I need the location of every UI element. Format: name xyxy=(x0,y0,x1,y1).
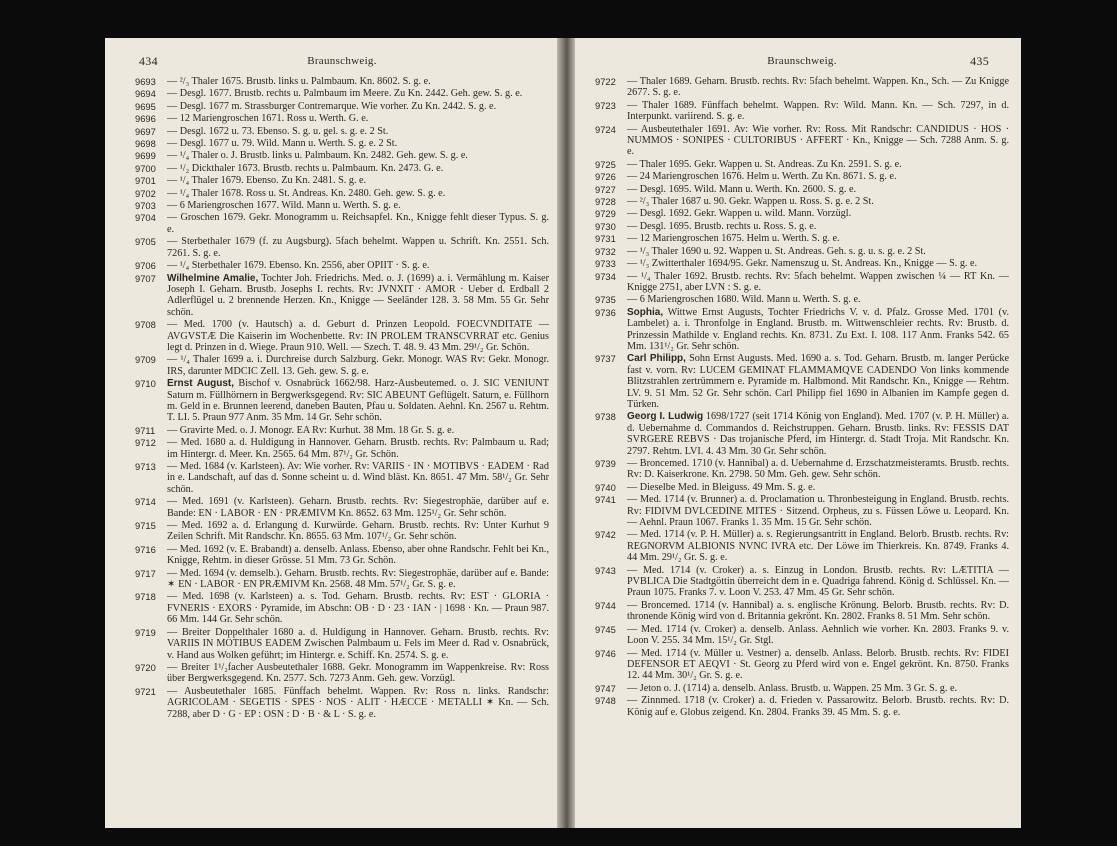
catalog-entry xyxy=(595,221,1009,232)
entry-description: — Groschen 1679. Gekr. Monogramm u. Reichsapfel. Kn., Knigge fehlt dieser Typus. S. g. e. xyxy=(167,212,549,235)
entry-person-name: Georg I. Ludwig xyxy=(627,411,704,423)
entry-number: 9734 xyxy=(595,270,616,282)
entry-description: — 6 Mariengroschen 1677. Wild. Mann u. Werth. S. g. e. xyxy=(167,200,401,212)
entry-description: — Jeton o. J. (1714) a. denselb. Anlass. Brustb. u. Wappen. 25 Mm. 3 Gr. S. g. e. xyxy=(627,682,958,694)
entry-number: 9747 xyxy=(595,682,616,694)
entry-number: 9721 xyxy=(135,685,156,697)
entry-description: — Med. 1684 (v. Karlsteen). Av: Wie vorher. Rv: VARIIS · IN · MOTIBVS · EADEM · Rad in e. Landschaft, auf das d. Sonne scheint u. d. Wind bläst. Kn. 8651. 47 Mm. 58¹/₂ Gr. Sehr schön. xyxy=(167,461,549,495)
entry-number: 9722 xyxy=(595,76,616,87)
entry-number: 9738 xyxy=(595,411,616,423)
catalog-entry xyxy=(595,624,1009,647)
entry-text xyxy=(167,568,549,591)
catalog-entry xyxy=(135,378,549,424)
entry-text xyxy=(167,175,549,186)
entry-description: — ¹/₂ Dickthaler 1673. Brustb. rechts u. Palmbaum. Kn. 2473. G. e. xyxy=(167,162,444,174)
catalog-entry xyxy=(135,425,549,436)
catalog-entry xyxy=(135,126,549,137)
entry-number: 9712 xyxy=(135,437,156,449)
entry-description: — 12 Mariengroschen 1671. Ross u. Werth. G. e. xyxy=(167,113,369,125)
entry-number: 9693 xyxy=(135,76,156,87)
catalog-entry xyxy=(595,100,1009,123)
entry-number: 9705 xyxy=(135,236,156,248)
entry-text xyxy=(167,88,549,99)
entry-text xyxy=(627,482,1009,493)
entry-number: 9708 xyxy=(135,319,156,331)
entry-description: — ²/₃ Thaler 1675. Brustb. links u. Palmbaum. Kn. 8602. S. g. e. xyxy=(167,76,431,87)
entry-text xyxy=(627,100,1009,123)
entry-number: 9713 xyxy=(135,461,156,472)
entry-number: 9744 xyxy=(595,599,616,611)
entry-number: 9727 xyxy=(595,183,616,195)
catalog-entry xyxy=(135,236,549,259)
entry-text xyxy=(167,273,549,319)
entry-number: 9723 xyxy=(595,99,616,111)
entry-description: — ²/₃ Thaler 1687 u. 90. Gekr. Wappen u. Ross. S. g. e. 2 St. xyxy=(627,196,874,208)
entry-description: — Thaler 1695. Gekr. Wappen u. St. Andreas. Zu Kn. 2591. S. g. e. xyxy=(627,158,902,170)
catalog-entry xyxy=(595,683,1009,694)
catalog-entry xyxy=(135,437,549,460)
entry-text xyxy=(167,163,549,174)
entry-number: 9695 xyxy=(135,100,156,112)
entry-text xyxy=(167,627,549,661)
catalog-entry xyxy=(135,627,549,661)
entry-text xyxy=(627,529,1009,563)
entry-number: 9707 xyxy=(135,272,156,284)
entry-text xyxy=(167,188,549,199)
entry-text xyxy=(167,113,549,124)
entry-description: — Desgl. 1677. Brustb. rechts u. Palmbaum im Meere. Zu Kn. 2442. Geh. gew. S. g. e. xyxy=(167,88,523,100)
entry-description: — Desgl. 1677 m. Strassburger Contremarque. Wie vorher. Zu Kn. 2442. S. g. e. xyxy=(167,100,497,112)
entry-description: — 24 Mariengroschen 1676. Helm u. Werth. Zu Kn. 8671. S. g. e. xyxy=(627,171,897,183)
entry-number: 9720 xyxy=(135,661,156,673)
catalog-entry xyxy=(135,260,549,271)
entry-number: 9730 xyxy=(595,220,616,232)
entry-description: — Broncemed. 1714 (v. Hannibal) a. s. englische Krönung. Belorb. Brustb. rechts. Rv: D. thronende König wird von d. Britannia gekrönt. Kn. 2802. Franks 8. 51 Mm. Sehr schön. xyxy=(627,599,1009,623)
entry-text xyxy=(167,544,549,567)
entry-text xyxy=(167,461,549,495)
entry-description: — Desgl. 1692. Gekr. Wappen u. wild. Mann. Vorzügl. xyxy=(627,208,852,220)
entry-text xyxy=(167,76,549,87)
catalog-entry xyxy=(595,482,1009,493)
book-gutter xyxy=(557,38,575,828)
entry-text xyxy=(167,425,549,436)
entry-description: — 12 Mariengroschen 1675. Helm u. Werth. S. g. e. xyxy=(627,233,840,245)
entry-text xyxy=(167,354,549,377)
entry-number: 9715 xyxy=(135,520,156,532)
entry-number: 9731 xyxy=(595,233,616,245)
entry-number: 9711 xyxy=(135,424,156,436)
running-title: Braunschweig. xyxy=(307,55,377,67)
catalog-entry xyxy=(595,695,1009,718)
entry-number: 9735 xyxy=(595,294,616,306)
catalog-entry xyxy=(135,354,549,377)
entry-description: Bischof v. Osnabrück 1662/98. Harz-Ausbeutemed. o. J. SIC VENIUNT Saturn m. Füllhörnern in Bergwerksgegend. Rv: SIC ABEUNT Geflügelt. Saturn, e. Füllhorn m. Geld in e. Brunnen leerend, daneben Bauten, Pfau u. Soldaten. Aehnl. Kn. 2567 u. Rehtm. T. LI. 5. Praun 977 Anm. 35 Mm. 14 Gr. Sehr schön. xyxy=(167,378,549,424)
catalog-entry xyxy=(595,159,1009,170)
entry-description: 1698/1727 (seit 1714 König von England). Med. 1707 (v. P. H. Müller) a. d. Uebernahme d. Commandos d. Reichstruppen. Geharn. Brustb. links. Rv: FESSIS DAT SVRGERE REBVS · Das trojanische Pferd, im Hintergr. d. Stadt Troja. Mit Randschr. Kn. 2797. Rehtm. LVI. 4. 43 Mm. 30 Gr. Sehr schön. xyxy=(627,411,1009,457)
catalog-entry xyxy=(135,520,549,543)
entry-number: 9741 xyxy=(595,494,616,506)
catalog-entry xyxy=(135,175,549,186)
entry-description: — Thaler 1689. Geharn. Brustb. rechts. Rv: 5fach behelmt. Wappen. Kn., Sch. — Zu Knigge 2677. S. g. e. xyxy=(627,76,1009,99)
entry-description: — Med. 1714 (v. Müller u. Vestner) a. denselb. Anlass. Belorb. Brustb. rechts. Rv: FIDEI DEFENSOR ET AEQVI · St. Georg zu Pferd wird von e. Engel gekrönt. Kn. 8750. Franks 12. 44 Mm. 30¹/₂ Gr. S. g. e. xyxy=(627,647,1009,682)
entry-description: — Gravirte Med. o. J. Monogr. EA Rv: Kurhut. 38 Mm. 18 Gr. S. g. e. xyxy=(167,424,455,436)
catalog-entry xyxy=(595,529,1009,563)
entry-description: — ¹/₄ Thaler 1692. Brustb. rechts. Rv: 5fach behelmt. Wappen zwischen ¼ — RT Kn. — Knigge 2751, aber LVN : S. g. e. xyxy=(627,270,1009,293)
catalog-entry xyxy=(135,88,549,99)
entry-description: — Desgl. 1695. Wild. Mann u. Werth. Kn. 2600. S. g. e. xyxy=(627,183,857,195)
entry-text xyxy=(627,695,1009,718)
entry-number: 9733 xyxy=(595,258,616,270)
catalog-entry xyxy=(595,171,1009,182)
catalog-entry xyxy=(135,461,549,495)
catalog-entry xyxy=(595,600,1009,623)
entry-text xyxy=(627,307,1009,353)
entry-number: 9739 xyxy=(595,458,616,469)
entry-text xyxy=(167,496,549,519)
entry-text xyxy=(627,494,1009,528)
entry-number: 9729 xyxy=(595,208,616,220)
entry-number: 9716 xyxy=(135,543,156,555)
entry-description: — Broncemed. 1710 (v. Hannibal) a. d. Uebernahme d. Erzschatzmeisteramts. Brustb. rechts. Rv: D. Kaiserkrone. Kn. 2798. 50 Mm. Geh. gew. Sehr schön. xyxy=(627,458,1009,481)
entry-description: Tochter Joh. Friedrichs. Med. o. J. (1699) a. i. Vermählung m. Kaiser Joseph I. Geharn. Brustb. Josephs I. rechts. Rv: JVNXIT · AMOR · Ueber d. Erdball 2 Adlerflügel u. 2 brennende Herzen. Kn., Knigge — Seeländer 128. 3. 58 Mm. 55 Gr. Sehr schön. xyxy=(167,272,549,318)
left-page xyxy=(105,38,557,828)
entry-text xyxy=(167,126,549,137)
entry-description: — Zinnmed. 1718 (v. Croker) a. d. Frieden v. Passarowitz. Belorb. Brustb. rechts. Rv: D. König auf e. Globus zeigend. Kn. 2804. Franks 39. 45 Mm. S. g. e. xyxy=(627,695,1009,718)
catalog-entry xyxy=(595,494,1009,528)
entry-number: 9740 xyxy=(595,481,616,493)
entry-text xyxy=(167,591,549,625)
entry-number: 9698 xyxy=(135,138,156,150)
catalog-entry xyxy=(595,411,1009,457)
catalog-entry xyxy=(135,662,549,685)
catalog-entry xyxy=(595,208,1009,219)
entry-description: — ¹/₃ Zwitterthaler 1694/95. Gekr. Namenszug u. St. Andreas. Kn., Knigge — S. g. e. xyxy=(627,258,978,270)
entry-text xyxy=(627,208,1009,219)
entry-number: 9719 xyxy=(135,626,156,638)
entry-text xyxy=(627,683,1009,694)
entry-description: — Desgl. 1695. Brustb. rechts u. Ross. S. g. e. xyxy=(627,220,817,232)
entry-number: 9701 xyxy=(135,175,156,187)
entry-number: 9726 xyxy=(595,171,616,183)
entry-text xyxy=(627,196,1009,207)
entry-person-name: Wilhelmine Amalie, xyxy=(167,272,259,284)
entry-description: — Breiter 1¹/₂facher Ausbeutethaler 1688. Gekr. Monogramm im Wappenkreise. Rv: Ross über Bergwerksgegend. Kn. 2577. Sch. 7273 Anm. Geh. gew. Vorzügl. xyxy=(167,661,549,685)
entry-number: 9710 xyxy=(135,378,156,390)
running-title: Braunschweig. xyxy=(767,55,837,67)
page-number: 435 xyxy=(970,54,989,68)
catalog-entry xyxy=(135,101,549,112)
entry-number: 9725 xyxy=(595,158,616,170)
entry-text xyxy=(167,662,549,685)
entry-number: 9697 xyxy=(135,125,156,137)
entry-text xyxy=(167,260,549,271)
entry-text xyxy=(627,271,1009,294)
entry-text xyxy=(167,200,549,211)
entry-description: — Med. 1680 a. d. Huldigung in Hannover. Geharn. Brustb. rechts. Rv: Palmbaum u. Rad; im Hintergr. d. Meer. Kn. 2565. 64 Mm. 87¹/₂ Gr. Schön. xyxy=(167,437,549,460)
entry-description: — ¹/₄ Sterbethaler 1679. Ebenso. Kn. 2556, aber OPIIT · S. g. e. xyxy=(167,260,430,272)
entry-description: — Ausbeutethaler 1691. Av: Wie vorher. Rv: Ross. Mit Randschr: CANDIDUS · HOS · NUMMOS · SONIPES · CULTORIBUS · AFFERT · Kn., Knigge — Sch. 7288 Anm. S. g. e. xyxy=(627,123,1009,158)
entry-description: — Thaler 1689. Fünffach behelmt. Wappen. Rv: Wild. Mann. Kn. — Sch. 7297, in d. Interpunkt. variirend. S. g. e. xyxy=(627,99,1009,123)
catalog-entry xyxy=(595,233,1009,244)
entry-number: 9724 xyxy=(595,123,616,135)
entry-description: — Med. 1692 (v. E. Brabandt) a. denselb. Anlass. Ebenso, aber ohne Randschr. Fehlt bei Kn., Knigge, Rehtm. in dieser Grösse. 51 Mm. 73 Gr. Schön. xyxy=(167,543,549,567)
entry-description: — Sterbethaler 1679 (f. zu Augsburg). 5fach behelmt. Wappen u. Schrift. Kn. 2551. Sch. 7261. S. g. e. xyxy=(167,236,549,259)
catalog-entry xyxy=(135,76,549,87)
entry-number: 9704 xyxy=(135,212,156,224)
catalog-entry xyxy=(595,196,1009,207)
entry-text xyxy=(627,159,1009,170)
catalog-entry xyxy=(135,686,549,720)
entry-description: Sohn Ernst Augusts. Med. 1690 a. s. Tod. Geharn. Brustb. m. langer Perücke fast v. vorn. Rv: LUCEM GEMINAT FLAMMAMQVE CADENDO Von links kommende Blitzstrahlen zertrümmern e. Pyramide m. Halbmond. Mit Randschr. Kn., Knigge — Rehtm. LV. 9. 51 Mm. 52 Gr. Sehr schön. Carl Philipp fiel 1690 in Albanien im Kampfe gegen d. Türken. xyxy=(627,353,1009,410)
entry-description: — ¹/₃ Thaler 1690 u. 92. Wappen u. St. Andreas. Geh. s. g. u. s. g. e. 2 St. xyxy=(627,245,926,257)
entry-text xyxy=(627,246,1009,257)
entry-text xyxy=(627,294,1009,305)
entry-person-name: Ernst August, xyxy=(167,378,235,390)
entry-text xyxy=(627,600,1009,623)
catalog-entry xyxy=(135,188,549,199)
entry-number: 9696 xyxy=(135,113,156,125)
entry-number: 9728 xyxy=(595,196,616,208)
catalog-entry xyxy=(135,319,549,353)
entry-text xyxy=(167,236,549,259)
catalog-entries xyxy=(595,76,1009,718)
entry-text xyxy=(167,212,549,235)
page-header xyxy=(135,52,549,74)
catalog-entry xyxy=(595,258,1009,269)
entry-description: — Desgl. 1672 u. 73. Ebenso. S. g. u. gel. s. g. e. 2 St. xyxy=(167,125,389,137)
entry-text xyxy=(627,648,1009,682)
entry-text xyxy=(167,378,549,424)
entry-description: — 6 Mariengroschen 1680. Wild. Mann u. Werth. S. g. e. xyxy=(627,294,861,306)
entry-number: 9718 xyxy=(135,591,156,603)
entry-number: 9743 xyxy=(595,564,616,576)
entry-description: — Med. 1692 a. d. Erlangung d. Kurwürde. Geharn. Brustb. rechts. Rv: Unter Kurhut 9 Zeilen Schrift. Mit Randschr. Kn. 8655. 63 Mm. 107¹/₂ Gr. Sehr schön. xyxy=(167,520,549,543)
entry-description: — Med. 1700 (v. Hautsch) a. d. Geburt d. Prinzen Leopold. FOECVNDITATE — AVGVSTÆ Die Kaiserin im Wochenbette. Rv: IN PROLEM TRANSCVRRAT etc. Genius legt d. Prinzen in d. Wiege. Praun 910. Well. — Szech. T. 48. 9. 43 Mm. 29¹/₂ Gr. Schön. xyxy=(167,319,549,353)
entry-text xyxy=(627,76,1009,99)
entry-text xyxy=(627,171,1009,182)
entry-number: 9702 xyxy=(135,187,156,199)
entry-text xyxy=(167,101,549,112)
entry-number: 9742 xyxy=(595,529,616,541)
catalog-entry xyxy=(595,124,1009,158)
catalog-entry xyxy=(135,150,549,161)
entry-number: 9748 xyxy=(595,695,616,707)
entry-description: — Med. 1694 (v. demselb.). Geharn. Brustb. rechts. Rv: Siegestrophäe, darüber auf e. Bande: ✶ EN · LABOR · EN PRÆMIVM Kn. 2568. 48 Mm. 57¹/₂ Gr. S. g. e. xyxy=(167,567,549,591)
entry-text xyxy=(627,624,1009,647)
entry-text xyxy=(167,319,549,353)
entry-text xyxy=(627,353,1009,410)
entry-description: — Med. 1714 (v. Croker) a. s. Einzug in London. Brustb. rechts. Rv: LÆTITIA — PVBLICA Die Stadtgöttin überreicht dem in e. Quadriga fahrend. König d. Schlüssel. Kn. — Praun 1075. Franks 7. v. Loon V. 253. 47 Mm. 45 Gr. Sehr schön. xyxy=(627,564,1009,599)
catalog-entry xyxy=(595,648,1009,682)
entry-description: — Med. 1714 (v. Croker) a. denselb. Anlass. Aehnlich wie vorher. Kn. 2803. Franks 9. v. Loon V. 255. 34 Mm. 15¹/₂ Gr. Stgl. xyxy=(627,623,1009,647)
entry-description: — ¹/₄ Thaler 1679. Ebenso. Zu Kn. 2481. S. g. e. xyxy=(167,175,367,187)
page-number: 434 xyxy=(139,54,158,68)
catalog-entries xyxy=(135,76,549,720)
entry-number: 9703 xyxy=(135,200,156,212)
entry-number: 9736 xyxy=(595,306,616,318)
entry-number: 9737 xyxy=(595,353,616,365)
entry-text xyxy=(627,124,1009,158)
catalog-entry xyxy=(135,138,549,149)
entry-text xyxy=(627,221,1009,232)
entry-description: — Med. 1691 (v. Karlsteen). Geharn. Brustb. rechts. Rv: Siegestrophäe, darüber auf e. Bande: EN · LABOR · EN · PRÆMIVM Kn. 8652. 63 Mm. 125¹/₂ Gr. Sehr schön. xyxy=(167,496,549,519)
right-page xyxy=(575,38,1021,828)
entry-number: 9732 xyxy=(595,245,616,257)
entry-number: 9717 xyxy=(135,567,156,579)
entry-text xyxy=(627,411,1009,457)
entry-description: — Desgl. 1677 u. 79. Wild. Mann u. Werth. S. g. e. 2 St. xyxy=(167,138,398,150)
entry-description: — Med. 1714 (v. Brunner) a. d. Proclamation u. Thronbesteigung in England. Brustb. rechts. Rv: FIDIVM DVLCEDINE MITES · Sitzend. Orpheus, zu s. Füssen Löwe u. Leopard. Kn. — Aehnl. Praun 1067. Franks 1. 35 Mm. 15 Gr. Sehr schön. xyxy=(627,494,1009,529)
catalog-entry xyxy=(135,496,549,519)
entry-number: 9699 xyxy=(135,150,156,162)
catalog-entry xyxy=(595,184,1009,195)
catalog-entry xyxy=(135,163,549,174)
entry-number: 9706 xyxy=(135,260,156,272)
entry-description: — ¹/₄ Thaler o. J. Brustb. links u. Palmbaum. Kn. 2482. Geh. gew. S. g. e. xyxy=(167,150,468,162)
catalog-entry xyxy=(595,353,1009,410)
entry-number: 9700 xyxy=(135,162,156,174)
catalog-entry xyxy=(135,568,549,591)
entry-text xyxy=(627,458,1009,481)
entry-text xyxy=(167,520,549,543)
catalog-entry xyxy=(135,212,549,235)
entry-text xyxy=(167,437,549,460)
catalog-entry xyxy=(595,565,1009,599)
catalog-entry xyxy=(595,76,1009,99)
entry-text xyxy=(627,184,1009,195)
catalog-entry xyxy=(595,246,1009,257)
entry-person-name: Sophia, xyxy=(627,306,664,318)
page-header xyxy=(595,52,1009,74)
entry-description: — Med. 1698 (v. Karlsteen) a. s. Tod. Geharn. Brustb. rechts. Rv: EST · GLORIA · FVNERIS · EXORS · Pyramide, im Abschn: OB · D · 23 · IAN · | 1698 · Kn. — Praun 987. 66 Mm. 144 Gr. Sehr schön. xyxy=(167,591,549,626)
entry-text xyxy=(627,258,1009,269)
entry-description: — ¹/₄ Thaler 1678. Ross u. St. Andreas. Kn. 2480. Geh. gew. S. g. e. xyxy=(167,187,446,199)
entry-description: — Ausbeutethaler 1685. Fünffach behelmt. Wappen. Rv: Ross n. links. Randschr: AGRICOLAM · SEGETIS · SPES · NOS · ALIT · HÆCCE · METALLI ✶ Kn. — Sch. 7288, aber D · G · EP : OSN : D · B · & L · S. g. e. xyxy=(167,685,549,720)
entry-text xyxy=(627,565,1009,599)
entry-text xyxy=(627,233,1009,244)
entry-number: 9694 xyxy=(135,88,156,100)
entry-description: Wittwe Ernst Augusts, Tochter Friedrichs V. v. d. Pfalz. Grosse Med. 1701 (v. Lambelet) a. i. Thronfolge in England. Brustb. m. Wittwenschleier rechts. Rv: Brustb. d. Prinzessin Mathilde v. England rechts. Kn. 8731. Zu Ext. I. 108. 117 Anm. Franks 542. 65 Mm. 131¹/₂ Gr. Sehr schön. xyxy=(627,306,1009,352)
entry-number: 9746 xyxy=(595,647,616,659)
catalog-entry xyxy=(135,200,549,211)
entry-text xyxy=(167,138,549,149)
catalog-entry xyxy=(595,307,1009,353)
entry-number: 9714 xyxy=(135,496,156,508)
entry-description: — Dieselbe Med. in Bleiguss. 49 Mm. S. g. e. xyxy=(627,481,816,493)
catalog-entry xyxy=(595,294,1009,305)
catalog-entry xyxy=(135,273,549,319)
entry-text xyxy=(167,150,549,161)
catalog-entry xyxy=(595,458,1009,481)
catalog-entry xyxy=(135,544,549,567)
entry-description: — Breiter Doppelthaler 1680 a. d. Huldigung in Hannover. Geharn. Brustb. rechts. Rv: VARIIS IN MOTIBUS EADEM Zwischen Palmbaum u. Fels im Meer d. Rad v. Osnabrück, v. Hand aus Wolken geführt; im Hintergr. e. Schiff. Kn. 2574. S. g. e. xyxy=(167,626,549,661)
entry-description: — Med. 1714 (v. P. H. Müller) a. s. Regierungsantritt in England. Belorb. Brustb. rechts. Rv: REGNORVM ALBIONIS NVNC IVRA etc. Der Löwe im Thierkreis. Kn. 8749. Franks 4. 44 Mm. 29¹/₂ Gr. S. g. e. xyxy=(627,529,1009,564)
entry-person-name: Carl Philipp, xyxy=(627,353,686,365)
entry-number: 9745 xyxy=(595,623,616,635)
entry-text xyxy=(167,686,549,720)
catalog-entry xyxy=(135,591,549,625)
catalog-entry xyxy=(595,271,1009,294)
entry-number: 9709 xyxy=(135,354,156,366)
entry-description: — ¹/₄ Thaler 1699 a. i. Durchreise durch Salzburg. Gekr. Monogr. WAS Rv: Gekr. Monogr. IRS, darunter MDCIC Zell. 13. Geh. gew. S. g. e. xyxy=(167,354,549,377)
catalog-entry xyxy=(135,113,549,124)
